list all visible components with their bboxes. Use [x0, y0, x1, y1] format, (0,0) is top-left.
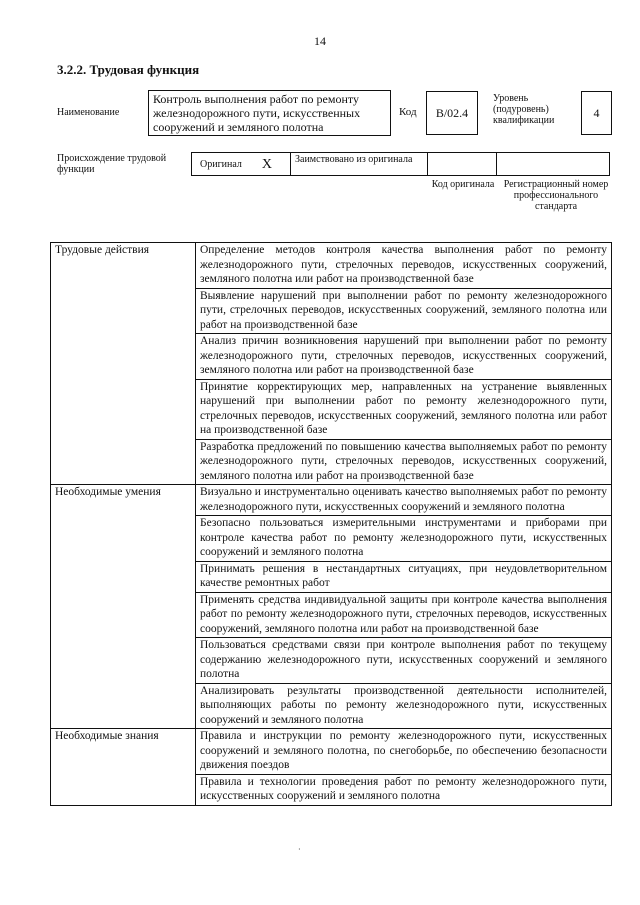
code-label: Код — [399, 106, 417, 118]
item-cell: Применять средства индивидуальной защиты при контроле качества выполнения работ по ремонту железнодорожного пути, стрелочных переводов, искусственных сооружений, земляного полотна или работ на производственной базе — [196, 592, 612, 638]
item-cell: Определение методов контроля качества выполнения работ по ремонту железнодорожного пути, стрелочных переводов, искусственных сооружений, земляного полотна или работ на производственной базе — [196, 243, 612, 289]
code-original-caption: Код оригинала — [431, 179, 495, 190]
category-cell: Необходимые знания — [51, 729, 196, 806]
original-mark: X — [261, 156, 273, 172]
function-name-box: Контроль выполнения работ по ремонту железнодорожного пути, искусственных сооружений и земляного полотна — [148, 90, 391, 136]
item-cell: Анализировать результаты производственной деятельности исполнителей, выполняющих работы по ремонту железнодорожного пути, искусственных сооружений и земляного полотна — [196, 683, 612, 729]
level-box: 4 — [581, 91, 612, 135]
item-cell: Принимать решения в нестандартных ситуациях, при неудовлетворительном качестве ремонтных работ — [196, 561, 612, 592]
table-row — [51, 243, 612, 289]
category-cell: Трудовые действия — [51, 243, 196, 485]
origin-label: Происхождение трудовой функции — [57, 153, 167, 175]
item-cell: Выявление нарушений при выполнении работ по ремонту железнодорожного пути, стрелочных переводов, искусственных сооружений, земляного полотна или работ на производственной базе — [196, 288, 612, 334]
reg-number-caption: Регистрационный номер профессионального стандарта — [503, 179, 609, 212]
item-cell: Разработка предложений по повышению качества выполняемых работ по ремонту железнодорожного пути, стрелочных переводов, искусственных сооружений, земляного полотна или работ на производственной базе — [196, 439, 612, 485]
category-cell: Необходимые умения — [51, 485, 196, 729]
item-cell: Анализ причин возникновения нарушений при выполнении работ по ремонту железнодорожного пути, стрелочных переводов, искусственных сооружений, земляного полотна или работ на производственной базе — [196, 334, 612, 380]
page-number: 14 — [314, 34, 326, 48]
borrowed-cell: Заимствовано из оригинала — [290, 152, 428, 176]
name-label: Наименование — [57, 107, 120, 118]
footer-dot: · — [298, 845, 301, 854]
reg-number-cell — [496, 152, 610, 176]
function-table — [50, 242, 612, 806]
item-cell: Пользоваться средствами связи при контроле выполнения работ по текущему содержанию железнодорожного пути, искусственных сооружений и земляного полотна — [196, 638, 612, 684]
original-cell — [191, 152, 291, 176]
item-cell: Безопасно пользоваться измерительными инструментами и приборами при контроле качества работ по ремонту железнодорожного пути, искусственных сооружений и земляного полотна — [196, 516, 612, 562]
origin-row — [192, 152, 612, 176]
original-label: Оригинал — [200, 158, 242, 170]
item-cell: Правила и инструкции по ремонту железнодорожного пути, искусственных сооружений и земляного полотна, по снегоборьбе, по обеспечению безопасности движения поездов — [196, 729, 612, 775]
section-title: 3.2.2. Трудовая функция — [57, 62, 200, 77]
item-cell: Принятие корректирующих мер, направленных на устранение выявленных нарушений при выполнении работ по ремонту железнодорожного пути, стрелочных переводов, искусственных сооружений, земляного полотна или работ на производственной базе — [196, 379, 612, 439]
item-cell: Правила и технологии проведения работ по ремонту железнодорожного пути, искусственных сооружений и земляного полотна — [196, 774, 612, 805]
level-label: Уровень (подуровень) квалификации — [493, 93, 555, 126]
table-row — [51, 729, 612, 775]
code-original-cell — [427, 152, 497, 176]
code-box: B/02.4 — [426, 91, 478, 135]
item-cell: Визуально и инструментально оценивать качество выполняемых работ по ремонту железнодорожного пути, искусственных сооружений и земляного полотна — [196, 485, 612, 516]
table-row — [51, 485, 612, 516]
